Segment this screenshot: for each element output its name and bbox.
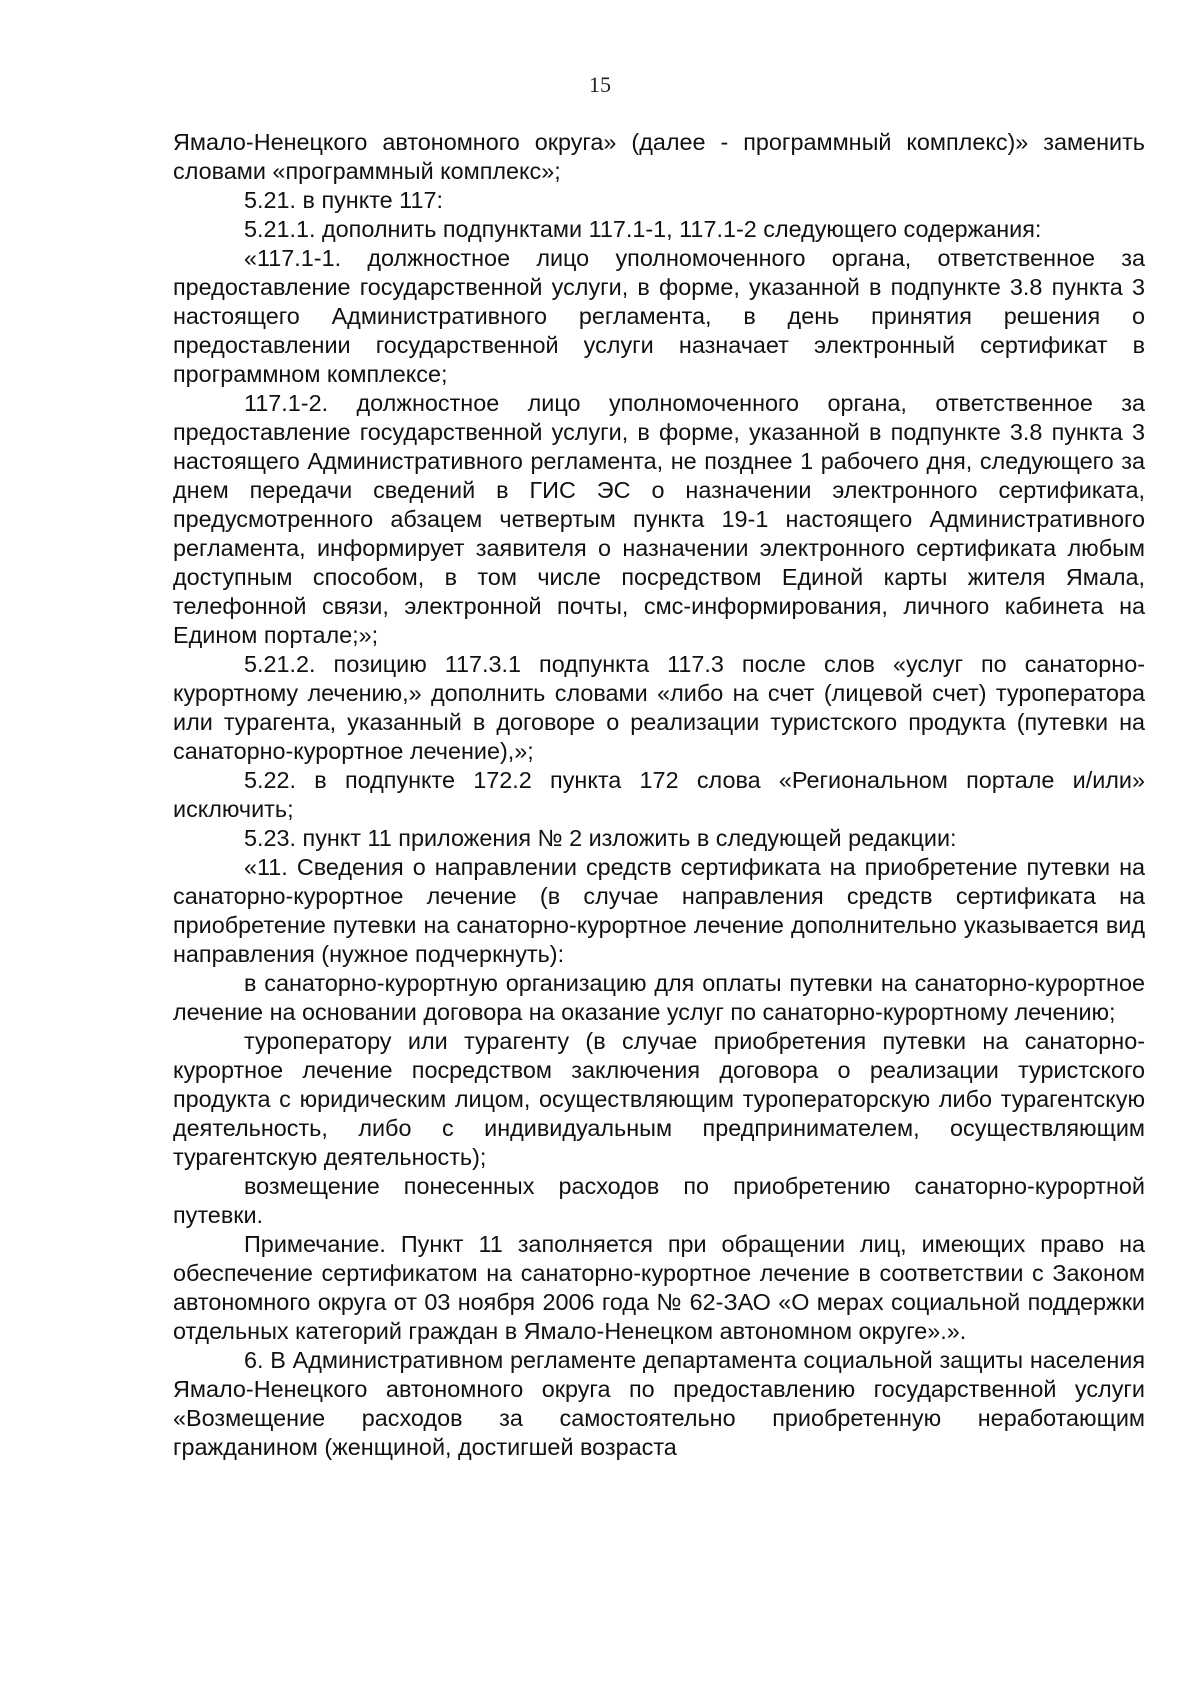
paragraph-117-1-1: «117.1-1. должностное лицо уполномоченного органа, ответственное за предоставление государственной услуги, в форме, указанной в подпункте 3.8 пункта 3 настоящего Административного регламента, в день принятия решения о предоставлении государственной услуги назначает электронный сертификат в программном комплексе; xyxy=(173,245,1145,387)
paragraph-option-reimbursement: возмещение понесенных расходов по приобретению санаторно-курортной путевки. xyxy=(173,1173,1145,1228)
paragraph-note: Примечание. Пункт 11 заполняется при обращении лиц, имеющих право на обеспечение сертификатом на санаторно-курортное лечение в соответствии с Законом автономного округа от 03 ноября 2006 года № 62-ЗАО «О мерах социальной поддержки отдельных категорий граждан в Ямало-Ненецком автономном округе».». xyxy=(173,1231,1145,1344)
paragraph-117-1-2: 117.1-2. должностное лицо уполномоченного органа, ответственное за предоставление государственной услуги, в форме, указанной в подпункте 3.8 пункта 3 настоящего Административного регламента, не позднее 1 рабочего дня, следующего за днем передачи сведений в ГИС ЭС о назначении электронного сертификата, предусмотренного абзацем четвертым пункта 19-1 настоящего Административного регламента, информирует заявителя о назначении электронного сертификата любым доступным способом, в том числе посредством Единой карты жителя Ямала, телефонной связи, электронной почты, смс-информирования, личного кабинета на Едином портале;»; xyxy=(173,390,1145,648)
paragraph-option-organization: в санаторно-курортную организацию для оплаты путевки на санаторно-курортное лечение на основании договора на оказание услуг по санаторно-курортному лечению; xyxy=(173,970,1145,1025)
paragraph-5-21-2: 5.21.2. позицию 117.3.1 подпункта 117.3 после слов «услуг по санаторно-курортному лечению,» дополнить словами «либо на счет (лицевой счет) туроператора или турагента, указанный в договоре о реализации туристского продукта (путевки на санаторно-курортное лечение),»; xyxy=(173,651,1145,764)
document-body xyxy=(173,128,1145,1462)
paragraph-6: 6. В Административном регламенте департамента социальной защиты населения Ямало-Ненецкого автономного округа по предоставлению государственной услуги «Возмещение расходов за самостоятельно приобретенную неработающим гражданином (женщиной, достигшей возраста xyxy=(173,1347,1145,1460)
paragraph-item-11: «11. Сведения о направлении средств сертификата на приобретение путевки на санаторно-курортное лечение (в случае направления средств сертификата на приобретение путевки на санаторно-курортное лечение дополнительно указывается вид направления (нужное подчеркнуть): xyxy=(173,854,1145,967)
paragraph-5-21: 5.21. в пункте 117: xyxy=(244,187,443,213)
page-number: 15 xyxy=(589,72,611,97)
paragraph-5-21-1: 5.21.1. дополнить подпунктами 117.1-1, 117.1-2 следующего содержания: xyxy=(244,216,1042,242)
paragraph-5-22: 5.22. в подпункте 172.2 пункта 172 слова «Региональном портале и/или» исключить; xyxy=(173,767,1145,822)
paragraph-5-23: 5.23. пункт 11 приложения № 2 изложить в следующей редакции: xyxy=(244,825,957,851)
paragraph-continuation: Ямало-Ненецкого автономного округа» (далее - программный комплекс)» заменить словами «программный комплекс»; xyxy=(173,129,1145,184)
paragraph-option-touroperator: туроператору или турагенту (в случае приобретения путевки на санаторно-курортное лечение посредством заключения договора о реализации туристского продукта с юридическим лицом, осуществляющим туроператорскую либо турагентскую деятельность, либо с индивидуальным предпринимателем, осуществляющим турагентскую деятельность); xyxy=(173,1028,1145,1170)
